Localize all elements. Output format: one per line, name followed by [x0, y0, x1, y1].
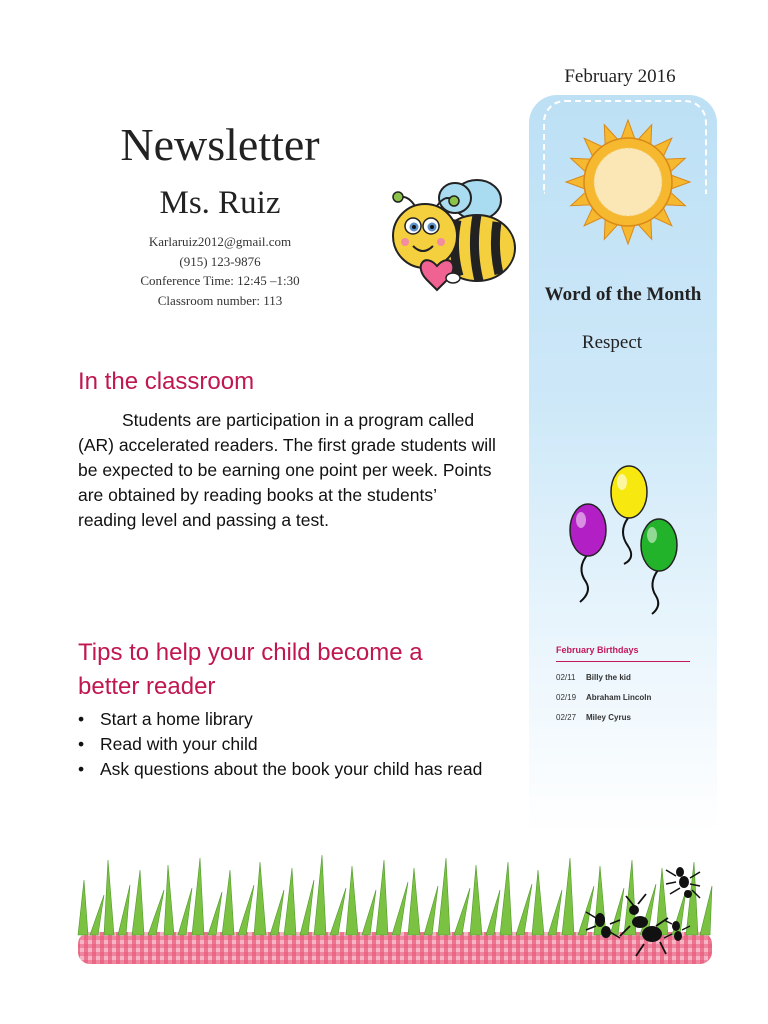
word-of-month: Respect	[581, 332, 643, 353]
tips-list	[78, 707, 498, 782]
birthdays-divider	[556, 661, 690, 662]
birthdays-title: February Birthdays	[556, 645, 639, 655]
tips-heading: Tips to help your child become a better reader	[78, 639, 423, 700]
list-item: • Read with your child	[78, 734, 258, 754]
balloon-icon	[560, 460, 690, 620]
page-title: Newsletter	[120, 119, 320, 170]
tip-text: Read with your child	[100, 734, 258, 754]
teacher-name: Ms. Ruiz	[159, 185, 281, 221]
tip-text: Start a home library	[100, 709, 253, 729]
birthday-date: 02/19	[556, 693, 577, 702]
classroom-number: Classroom number: 113	[157, 293, 283, 308]
list-item: • Start a home library	[78, 709, 253, 729]
contact-phone: (915) 123-9876	[179, 254, 261, 269]
birthday-row	[556, 673, 696, 682]
birthday-date: 02/11	[556, 673, 576, 682]
birthday-name: Miley Cyrus	[586, 713, 631, 722]
conference-time: Conference Time: 12:45 –1:30	[140, 273, 300, 288]
word-of-month-heading: Word of the Month	[544, 284, 702, 305]
birthday-row	[556, 693, 696, 702]
classroom-paragraph	[78, 408, 498, 533]
list-item: • Ask questions about the book your child has read	[78, 759, 483, 779]
contact-email: Karlaruiz2012@gmail.com	[148, 234, 292, 249]
newsletter-date: February 2016	[564, 66, 676, 87]
tip-text: Ask questions about the book your child has read	[100, 759, 483, 779]
classroom-heading: In the classroom	[78, 368, 255, 395]
birthday-row	[556, 713, 696, 722]
bee-icon	[385, 170, 525, 300]
grass-border	[60, 840, 730, 970]
birthday-date: 02/27	[556, 713, 577, 722]
sun-icon	[563, 117, 693, 247]
birthday-name: Billy the kid	[586, 673, 631, 682]
birthday-name: Abraham Lincoln	[586, 693, 652, 702]
classroom-text: Students are participation in a program called (AR) accelerated readers. The first grade students will be expected to be earning one point per week. Points are obtained by reading books at the students’ reading level and passing a test.	[78, 410, 496, 530]
